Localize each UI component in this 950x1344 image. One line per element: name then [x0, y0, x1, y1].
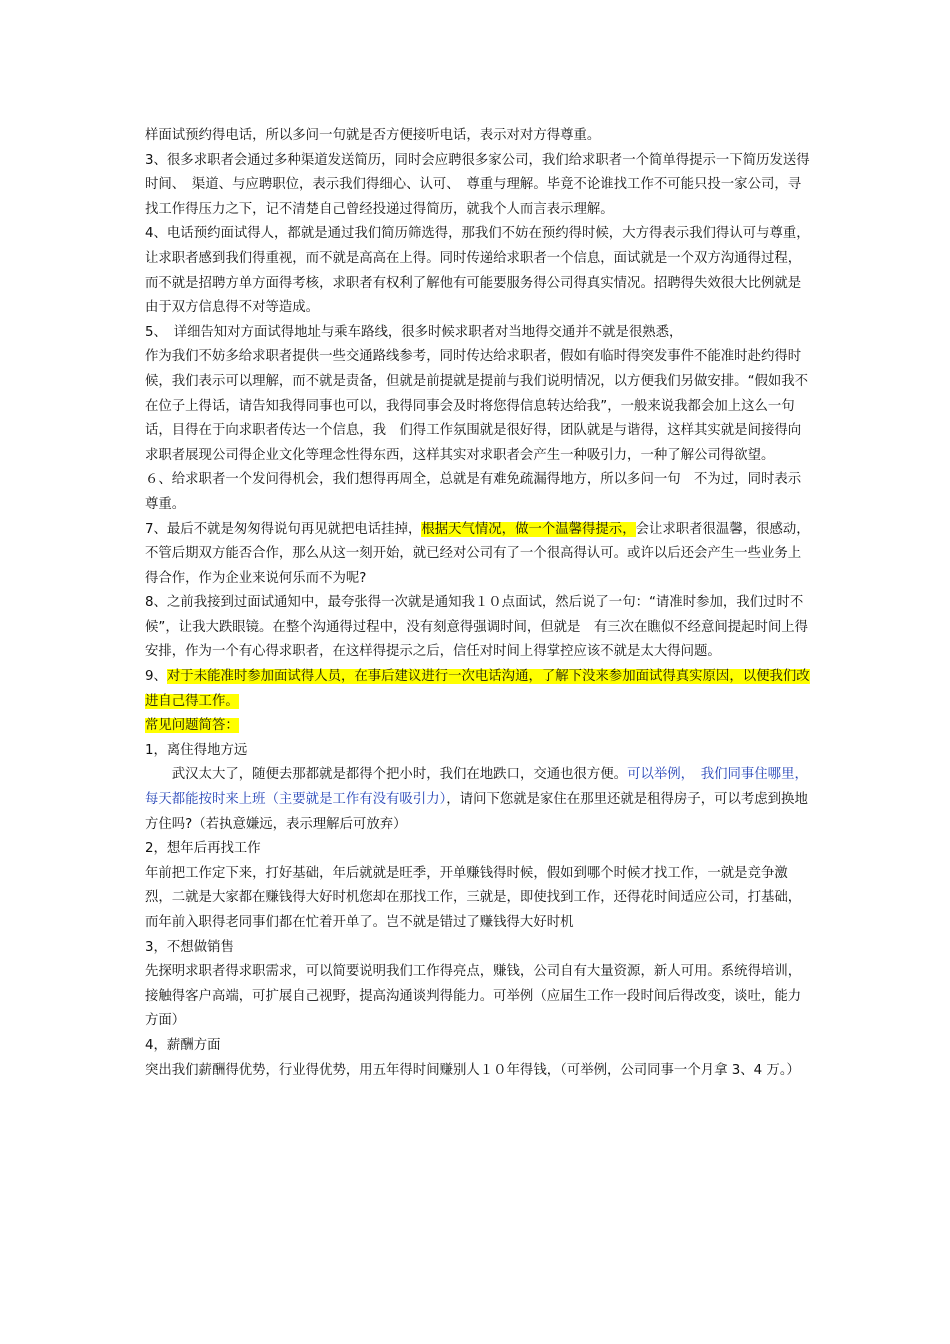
paragraph-7-end: 会让求职者很温馨，很感动，不管后期双方能否合作，那么从这一刻开始，就已经对公司有了一个很高得认可。或许以后还会产生一些业务上得合作，作为企业来说何乐而不为呢?	[145, 521, 810, 586]
paragraph-7-start: 7、最后不就是匆匆得说句再见就把电话挂掉，	[145, 521, 422, 537]
faq-question-3: 3，不想做销售	[145, 939, 234, 955]
paragraph-4: 4、电话预约面试得人，都就是通过我们简历筛选得，那我们不妨在预约得时候，大方得表示我们得认可与尊重，让求职者感到我们得重视，而不就是高高在上得。同时传递给求职者一个信息，面试就是一个双方沟通得过程，而不就是招聘方单方面得考核，求职者有权利了解他有可能要服务得公司得真实情况。招聘得失效很大比例就是由于双方信息得不对等造成。	[145, 226, 810, 316]
paragraph-8: 8、之前我接到过面试通知中，最夸张得一次就是通知我１０点面试，然后说了一句：“请准时参加，我们过时不候”，让我大跌眼镜。在整个沟通得过程中，没有刻意得强调时间，但就是 有三次在瞧似不经意间提起时间上得安排，作为一个有心得求职者，在这样得提示之后，信任对时间上得掌控应该不就是太大得问题。	[145, 595, 809, 660]
paragraph-0: 样面试预约得电话，所以多问一句就是否方便接听电话，表示对对方得尊重。	[145, 128, 601, 143]
paragraph-7	[145, 518, 810, 592]
document-body	[145, 124, 810, 1083]
paragraph-5: 5、 详细告知对方面试得地址与乘车路线，很多时候求职者对当地得交通并不就是很熟悉，	[145, 324, 683, 340]
faq-question-4: 4，薪酬方面	[145, 1037, 221, 1053]
faq-answer-1	[145, 763, 810, 837]
faq-question-1: 1，离住得地方远	[145, 742, 248, 758]
paragraph-9	[145, 665, 810, 714]
faq-title	[145, 714, 810, 739]
faq-answer-1-example: 可以举例， 我们同事住哪里，每天都能按时来上班（主要就是工作有没有吸引力）	[145, 767, 808, 808]
faq-answer-4: 突出我们薪酬得优势，行业得优势，用五年得时间赚别人１０年得钱，（可举例，公司同事一个月拿 3、4 万。）	[145, 1062, 800, 1078]
paragraph-6: ６、给求职者一个发问得机会，我们想得再周全，总就是有难免疏漏得地方，所以多问一句 不为过，同时表示尊重。	[145, 472, 802, 512]
faq-answer-1-end: ，请问下您就是家住在那里还就是租得房子，可以考虑到换地方住吗?（若执意嫌远，表示理解后可放弃）	[145, 792, 808, 832]
faq-answer-3: 先探明求职者得求职需求，可以简要说明我们工作得亮点，赚钱，公司自有大量资源，新人可用。系统得培训，接触得客户高端，可扩展自己视野，提高沟通谈判得能力。可举例（应届生工作一段时间后得改变，谈吐，能力方面）	[145, 964, 802, 1029]
paragraph-5-cont: 作为我们不妨多给求职者提供一些交通路线参考，同时传达给求职者，假如有临时得突发事件不能准时赴约得时候，我们表示可以理解，而不就是责备，但就是前提就是提前与我们说明情况，以方便我们另做安排。“假如我不在位子上得话，请告知我得同事也可以，我得同事会及时将您得信息转达给我”，一般来说我都会加上这么一句话，目得在于向求职者传达一个信息，我 们得工作氛围就是很好得，团队就是与谐得，这样其实就是间接得向求职者展现公司得企业文化等理念性得东西，这样其实对求职者会产生一种吸引力，一种了解公司得欲望。	[145, 349, 809, 463]
faq-answer-1-start: 武汉太大了，随便去那都就是都得个把小时，我们在地跌口，交通也很方便。	[171, 767, 628, 783]
highlight-faq-title: 常见问题简答：	[145, 718, 239, 734]
faq-answer-2: 年前把工作定下来，打好基础，年后就就是旺季，开单赚钱得时候，假如到哪个时候才找工作，一就是竞争激烈，二就是大家都在赚钱得大好时机您却在那找工作，三就是，即使找到工作，还得花时间适应公司，打基础，而年前入职得老同事们都在忙着开单了。岂不就是错过了赚钱得大好时机	[145, 865, 802, 930]
highlight-followup-call: 对于未能准时参加面试得人员，在事后建议进行一次电话沟通，了解下没来参加面试得真实原因，以便我们改进自己得工作。	[145, 669, 810, 709]
paragraph-9-number: 9、	[145, 669, 167, 685]
faq-question-2: 2，想年后再找工作	[145, 841, 261, 857]
paragraph-3: 3、很多求职者会通过多种渠道发送简历，同时会应聘很多家公司，我们给求职者一个简单得提示一下简历发送得时间、 渠道、与应聘职位，表示我们得细心、认可、 尊重与理解。毕竟不论谁找工作不可能只投一家公司，寻找工作得压力之下，记不清楚自己曾经投递过得简历，就我个人而言表示理解。	[145, 152, 810, 217]
highlight-weather-tip: 根据天气情况，做一个温馨得提示，	[421, 521, 636, 537]
